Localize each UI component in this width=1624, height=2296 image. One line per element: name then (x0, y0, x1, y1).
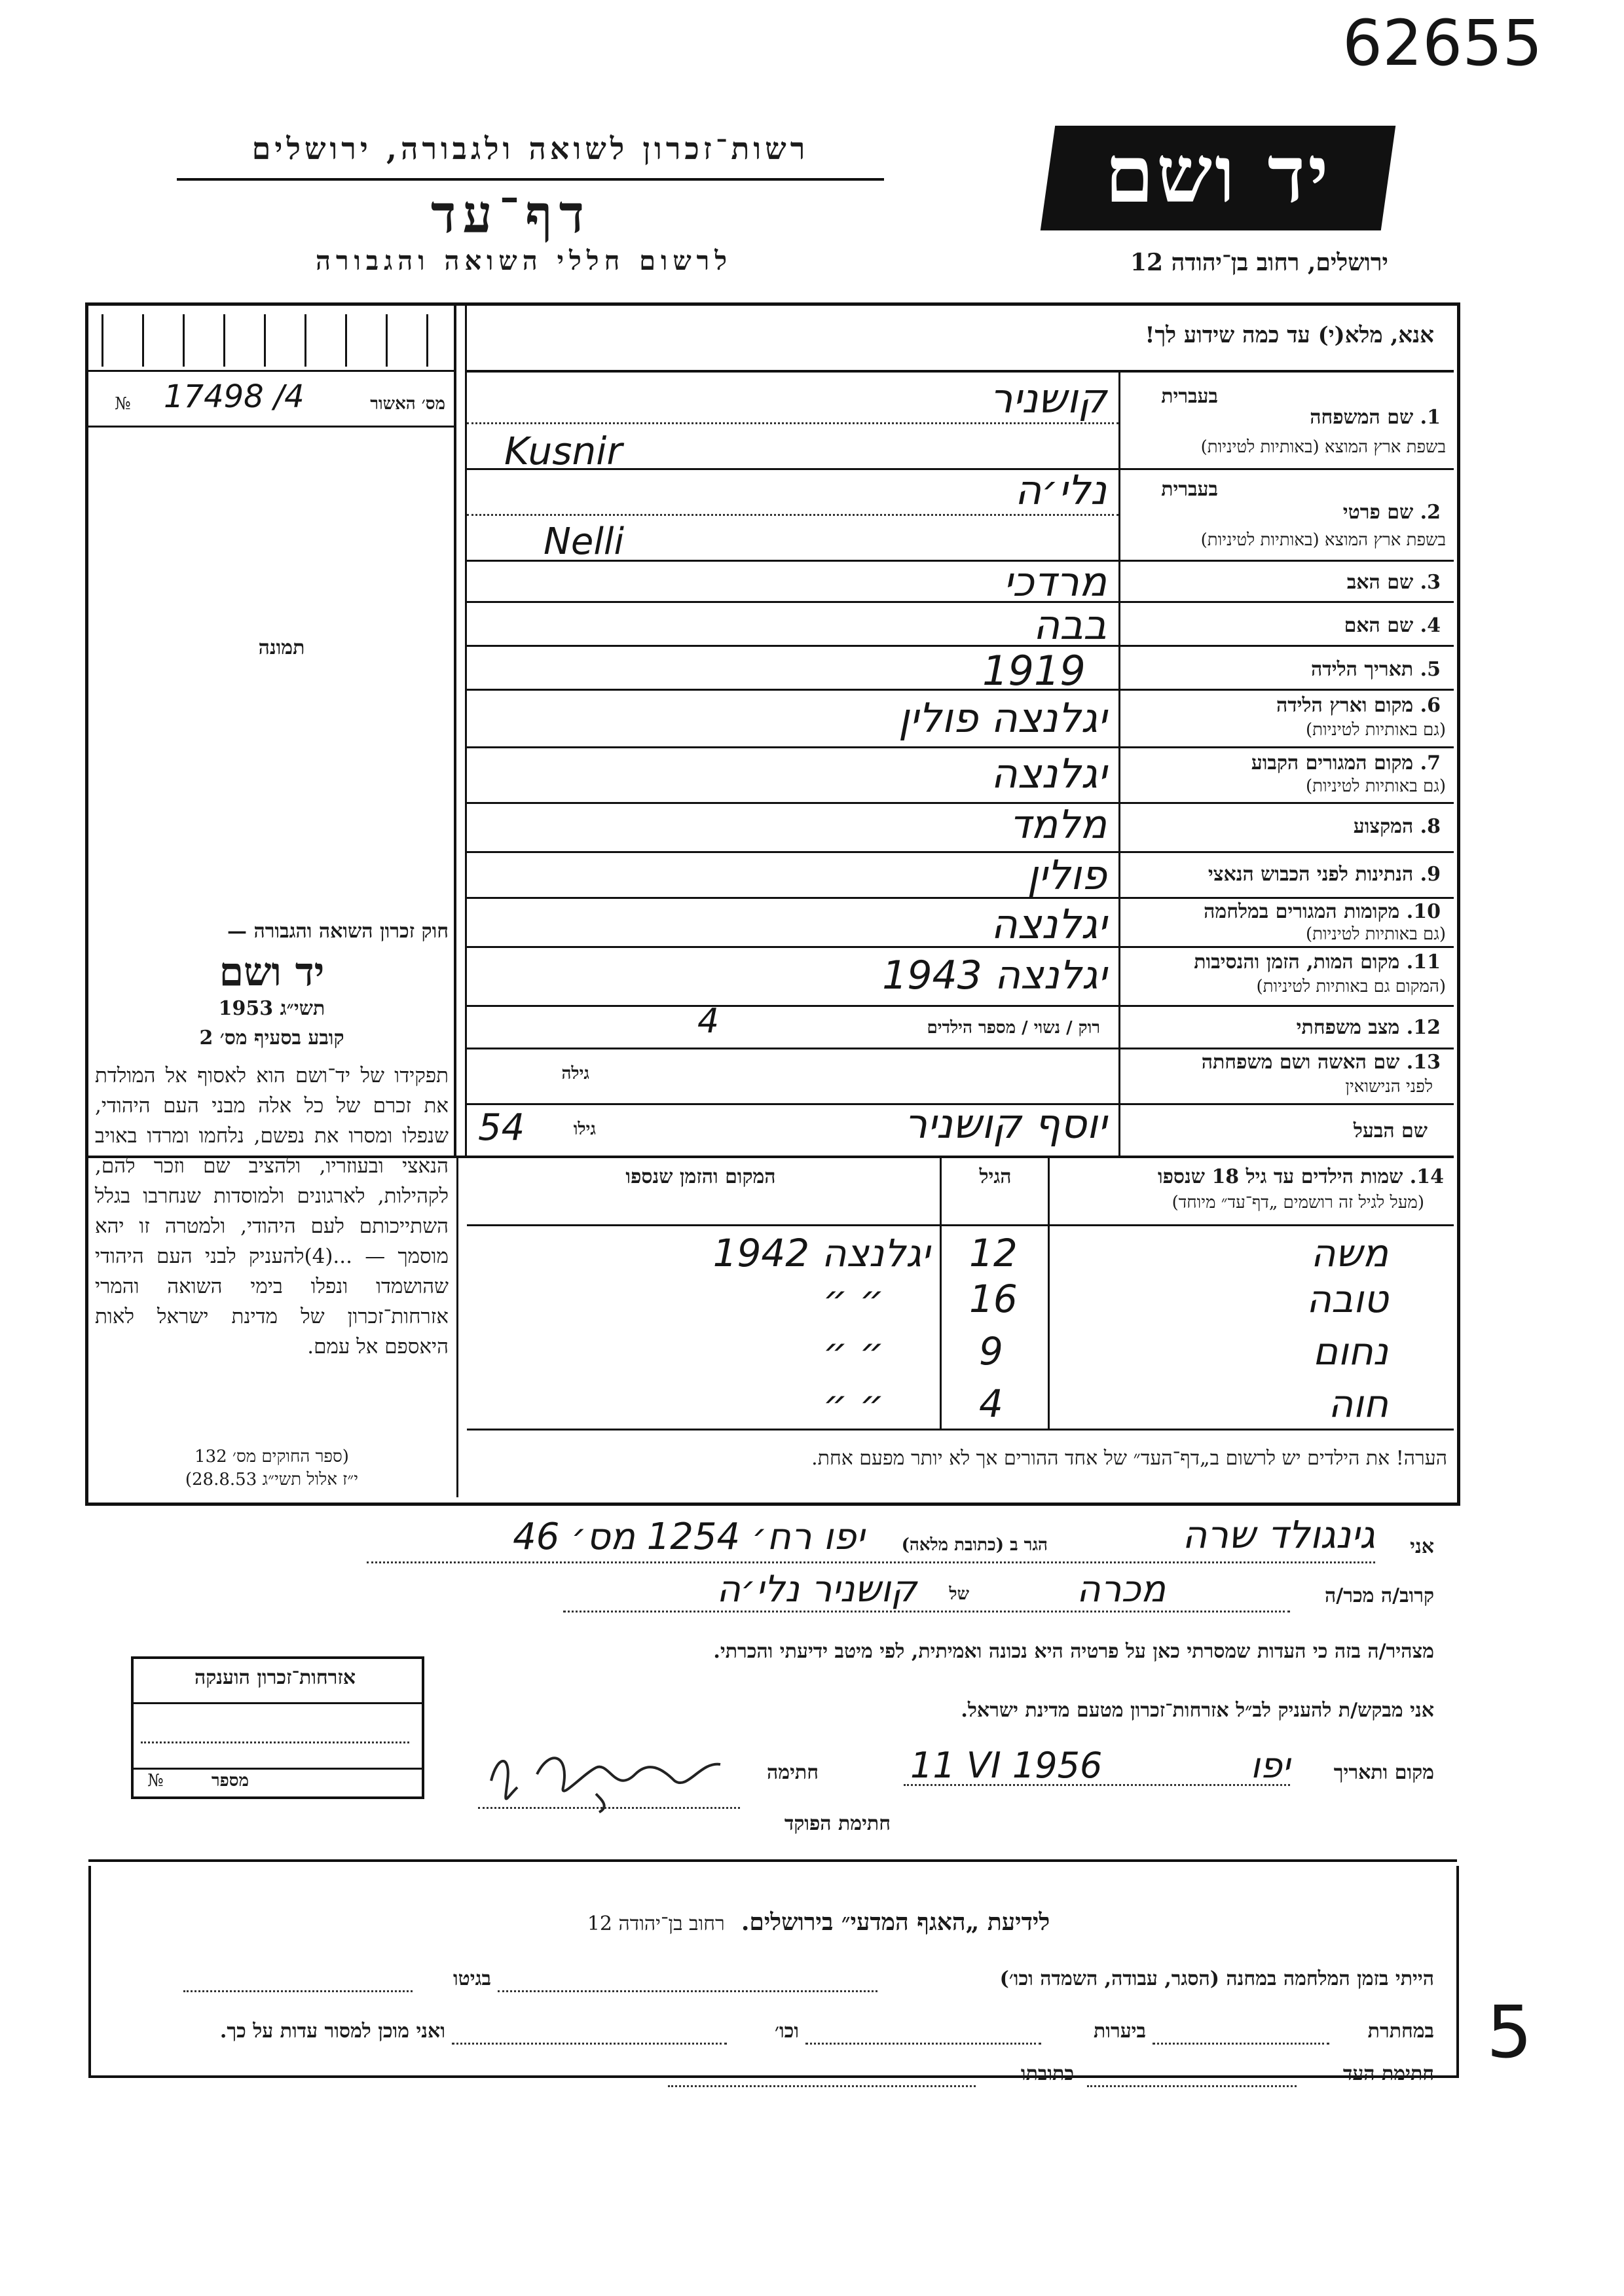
form-subtitle: לרשום חללי השואה והגבורה (315, 246, 733, 276)
footer-line2-c: וכו׳ (775, 2020, 799, 2043)
first-name-latin[interactable]: Nelli (544, 520, 625, 563)
footer-line3-b: כתובתו (1020, 2062, 1074, 2085)
row3-label: 3. שם האב (1346, 571, 1441, 594)
row7-sub: (גם באותיות לטיניות) (1305, 776, 1446, 796)
approval-number[interactable]: 17498 /4 (164, 378, 304, 415)
citizenship-value[interactable]: פולין (1027, 851, 1107, 899)
child1-age[interactable]: 12 (969, 1231, 1018, 1275)
witness-name[interactable]: גינגולד שרה (1182, 1512, 1375, 1557)
row10-label: 10. מקומות המגורים במלחמה (1204, 900, 1441, 923)
child1-place[interactable]: יגלנצה 1942 (712, 1231, 930, 1275)
husband-name-value[interactable]: יוסף קושניר (904, 1100, 1107, 1148)
father-name-value[interactable]: מרדכי (1003, 558, 1107, 606)
relative-label: קרוב/ה מכר/ה (1325, 1584, 1434, 1607)
approval-label: מס׳ האשור (370, 394, 445, 414)
row1-sub: בשפת ארץ המוצא (באותיות לטיניות) (1200, 437, 1446, 457)
footer-line2-a: במחתרת (1367, 2020, 1434, 2043)
citizenship-number-label: מספר (211, 1771, 249, 1791)
husband-age-label: גילו (573, 1120, 596, 1139)
law-text: תפקידו של יד־ושם הוא לאסוף אל המולדת את זכרם של כל אלה מבני העם היהודי, שנפלו ומסרו את נפשם, נלחמו ומרדו באויב הנאצי ובעוזריו, ולהציב שם וזכר להם, לקהילות, לארגונים ולמוסדות שנחרבו בגלל השתייכותם לעם היהודי, ולמטרה זו יהא מוסמך — ...(4)להעניק לבני העם היהודי שהושמדו ונפלו בימי השואה והמרי אזרחות־זכרון של מדינת ישראל לאות היאספם אל עמם. (95, 1064, 449, 1358)
footer-line2-d: ואני מוכן למסור עדות על כך. (219, 2020, 445, 2043)
citizenship-box-title: אזרחות־זכרון הוענקה (194, 1666, 356, 1689)
law-clause: קובע בסעיף מס׳ 2 (199, 1027, 344, 1049)
sign-date[interactable]: 11 VI 1956 (910, 1745, 1103, 1786)
row6-label: 6. מקום וארץ הלידה (1276, 694, 1441, 717)
row7-label: 7. מקום המגורים הקבוע (1251, 752, 1441, 774)
form-title: דף־עד (430, 183, 591, 245)
resides-label: הגר ב (כתובת מלאה) (901, 1535, 1048, 1555)
row4-label: 4. שם האם (1344, 614, 1441, 637)
footer-line1-a: הייתי בזמן המלחמה במחנה (הסגר, עבודה, השמדה וכו׳) (999, 1967, 1434, 1990)
birth-place-value[interactable]: יגלנצה פולין (898, 694, 1107, 742)
family-name-value[interactable]: קושניר (989, 374, 1107, 422)
approval-no-sign: № (115, 394, 131, 414)
row5-label: 5. תאריך הלידה (1311, 658, 1441, 681)
family-name-latin[interactable]: Kusnir (504, 429, 623, 473)
profession-value[interactable]: מלמד (1009, 802, 1107, 848)
row1-lang: בעברית (1161, 385, 1218, 408)
archive-number: 62655 (1342, 7, 1543, 80)
first-name-value[interactable]: נלי׳ה (1014, 466, 1107, 514)
citizenship-no-sign: № (147, 1771, 164, 1791)
relation-value[interactable]: מכרה (1077, 1568, 1166, 1611)
row2-lang: בעברית (1161, 478, 1218, 501)
row2-label: 2. שם פרטי (1342, 501, 1441, 524)
marital-options: רוק / נשוי / מספר הילדים (927, 1018, 1100, 1038)
children-header-sub: (מעל לגיל זה רושמים „דף־עד״ מיוחד) (1172, 1193, 1424, 1212)
logo-text: יד ושם (1105, 128, 1331, 221)
row11-sub: (המקום גם באותיות לטיניות) (1256, 977, 1446, 996)
child3-age[interactable]: 9 (979, 1329, 1003, 1374)
law-source: (ספר החוקים מס׳ 132 (194, 1447, 349, 1467)
photo-stub-boxes (101, 314, 442, 367)
row8-label: 8. המקצוע (1353, 815, 1441, 838)
child3-place[interactable]: ״ ״ (822, 1329, 884, 1374)
place-date-label: מקום ותאריך (1333, 1761, 1434, 1784)
children-count-value[interactable]: 4 (697, 1002, 720, 1041)
law-year: תשי״ג 1953 (218, 997, 325, 1020)
row11-label: 11. מקום המות, הזמן והנסיבות (1194, 951, 1441, 974)
wife-age-label: גילה (561, 1064, 589, 1084)
header-address: ירושלים, רחוב בן־יהודה 12 (1130, 249, 1388, 276)
page-number: 5 (1486, 1990, 1532, 2074)
child4-name[interactable]: חוה (1328, 1381, 1388, 1426)
officer-label: חתימת הפוקד (784, 1812, 891, 1835)
place-header: המקום והזמן שנספו (625, 1165, 776, 1188)
row12-label: 12. מצב משפחתי (1296, 1016, 1441, 1039)
row1-label: 1. שם המשפחה (1310, 406, 1441, 429)
decl-ani: אני (1410, 1535, 1434, 1558)
footer-title: לידיעת „האגף המדעי״ בירושלים. רחוב בן־יהודה 12 (587, 1908, 1050, 1936)
witness-signature (478, 1735, 740, 1813)
sign-place[interactable]: יפו (1250, 1745, 1290, 1786)
child2-age[interactable]: 16 (969, 1277, 1018, 1321)
age-header: הגיל (979, 1165, 1012, 1188)
residence-value[interactable]: יגלנצה (991, 750, 1107, 797)
child4-age[interactable]: 4 (979, 1381, 1003, 1426)
child2-place[interactable]: ״ ״ (822, 1277, 884, 1321)
death-place-value[interactable]: יגלנצה 1943 (882, 953, 1107, 998)
footer-line2-b: ביערות (1093, 2020, 1146, 2043)
child2-name[interactable]: טובה (1306, 1277, 1388, 1321)
husband-age-value[interactable]: 54 (478, 1106, 525, 1149)
witness-address[interactable]: יפו רח׳ 1254 מס׳ 46 (513, 1516, 864, 1558)
of-label: של (949, 1584, 969, 1604)
row9-label: 9. הנתינות לפני הכבוש הנאצי (1208, 863, 1441, 886)
child4-place[interactable]: ״ ״ (822, 1381, 884, 1426)
law-logo: יד ושם (219, 949, 325, 995)
signature-label: חתימה (767, 1761, 819, 1784)
of-name-value[interactable]: קושניר נלי׳ה (716, 1568, 917, 1611)
law-source-date: י״ז אלול תשי״ג 28.8.53) (185, 1470, 359, 1489)
footer-line3-a: חתימת העד (1342, 2062, 1434, 2085)
husband-label: שם הבעל (1353, 1120, 1428, 1142)
child1-name[interactable]: משה (1310, 1231, 1388, 1275)
top-prompt: אנא, מלא(י) עד כמה שידוע לך! (1145, 322, 1434, 348)
wartime-residence-value[interactable]: יגלנצה (991, 900, 1107, 948)
birth-date-value[interactable]: 1919 (982, 647, 1086, 695)
row10-sub: (גם באותיות לטיניות) (1305, 924, 1446, 944)
footer-line1-b: בגיטו (452, 1967, 491, 1990)
child3-name[interactable]: נחום (1312, 1329, 1388, 1374)
law-title: חוק זכרון השואה והגבורה — (227, 920, 449, 943)
children-note: הערה! את הילדים יש לרשום ב„דף־העד״ של אחד ההורים אך לא יותר מפעם אחת. (811, 1447, 1447, 1470)
citizenship-request: אני מבקש/ת להעניק לב״ל אזרחות־זכרון מטעם מדינת ישראל. (961, 1699, 1434, 1722)
row2-sub: בשפת ארץ המוצא (באותיות לטיניות) (1200, 530, 1446, 550)
mother-name-value[interactable]: בבה (1033, 601, 1107, 649)
row13-label: 13. שם האשה ושם משפחתה (1201, 1051, 1441, 1074)
photo-label: תמונה (258, 636, 305, 659)
declaration-statement: מצהיר/ה בזה כי העדות שמסרתי כאן על פרטיה היא נכונה ואמיתית, לפי מיטב ידיעתי והכרתי. (713, 1640, 1434, 1663)
authority-title: רשות־זכרון לשואה ולגבורה, ירושלים (251, 131, 809, 166)
row6-sub: (גם באותיות לטיניות) (1305, 720, 1446, 740)
row13-sub: לפני הנישואין (1345, 1077, 1433, 1097)
children-header: 14. שמות הילדים עד גיל 18 שנספו (1157, 1165, 1444, 1188)
